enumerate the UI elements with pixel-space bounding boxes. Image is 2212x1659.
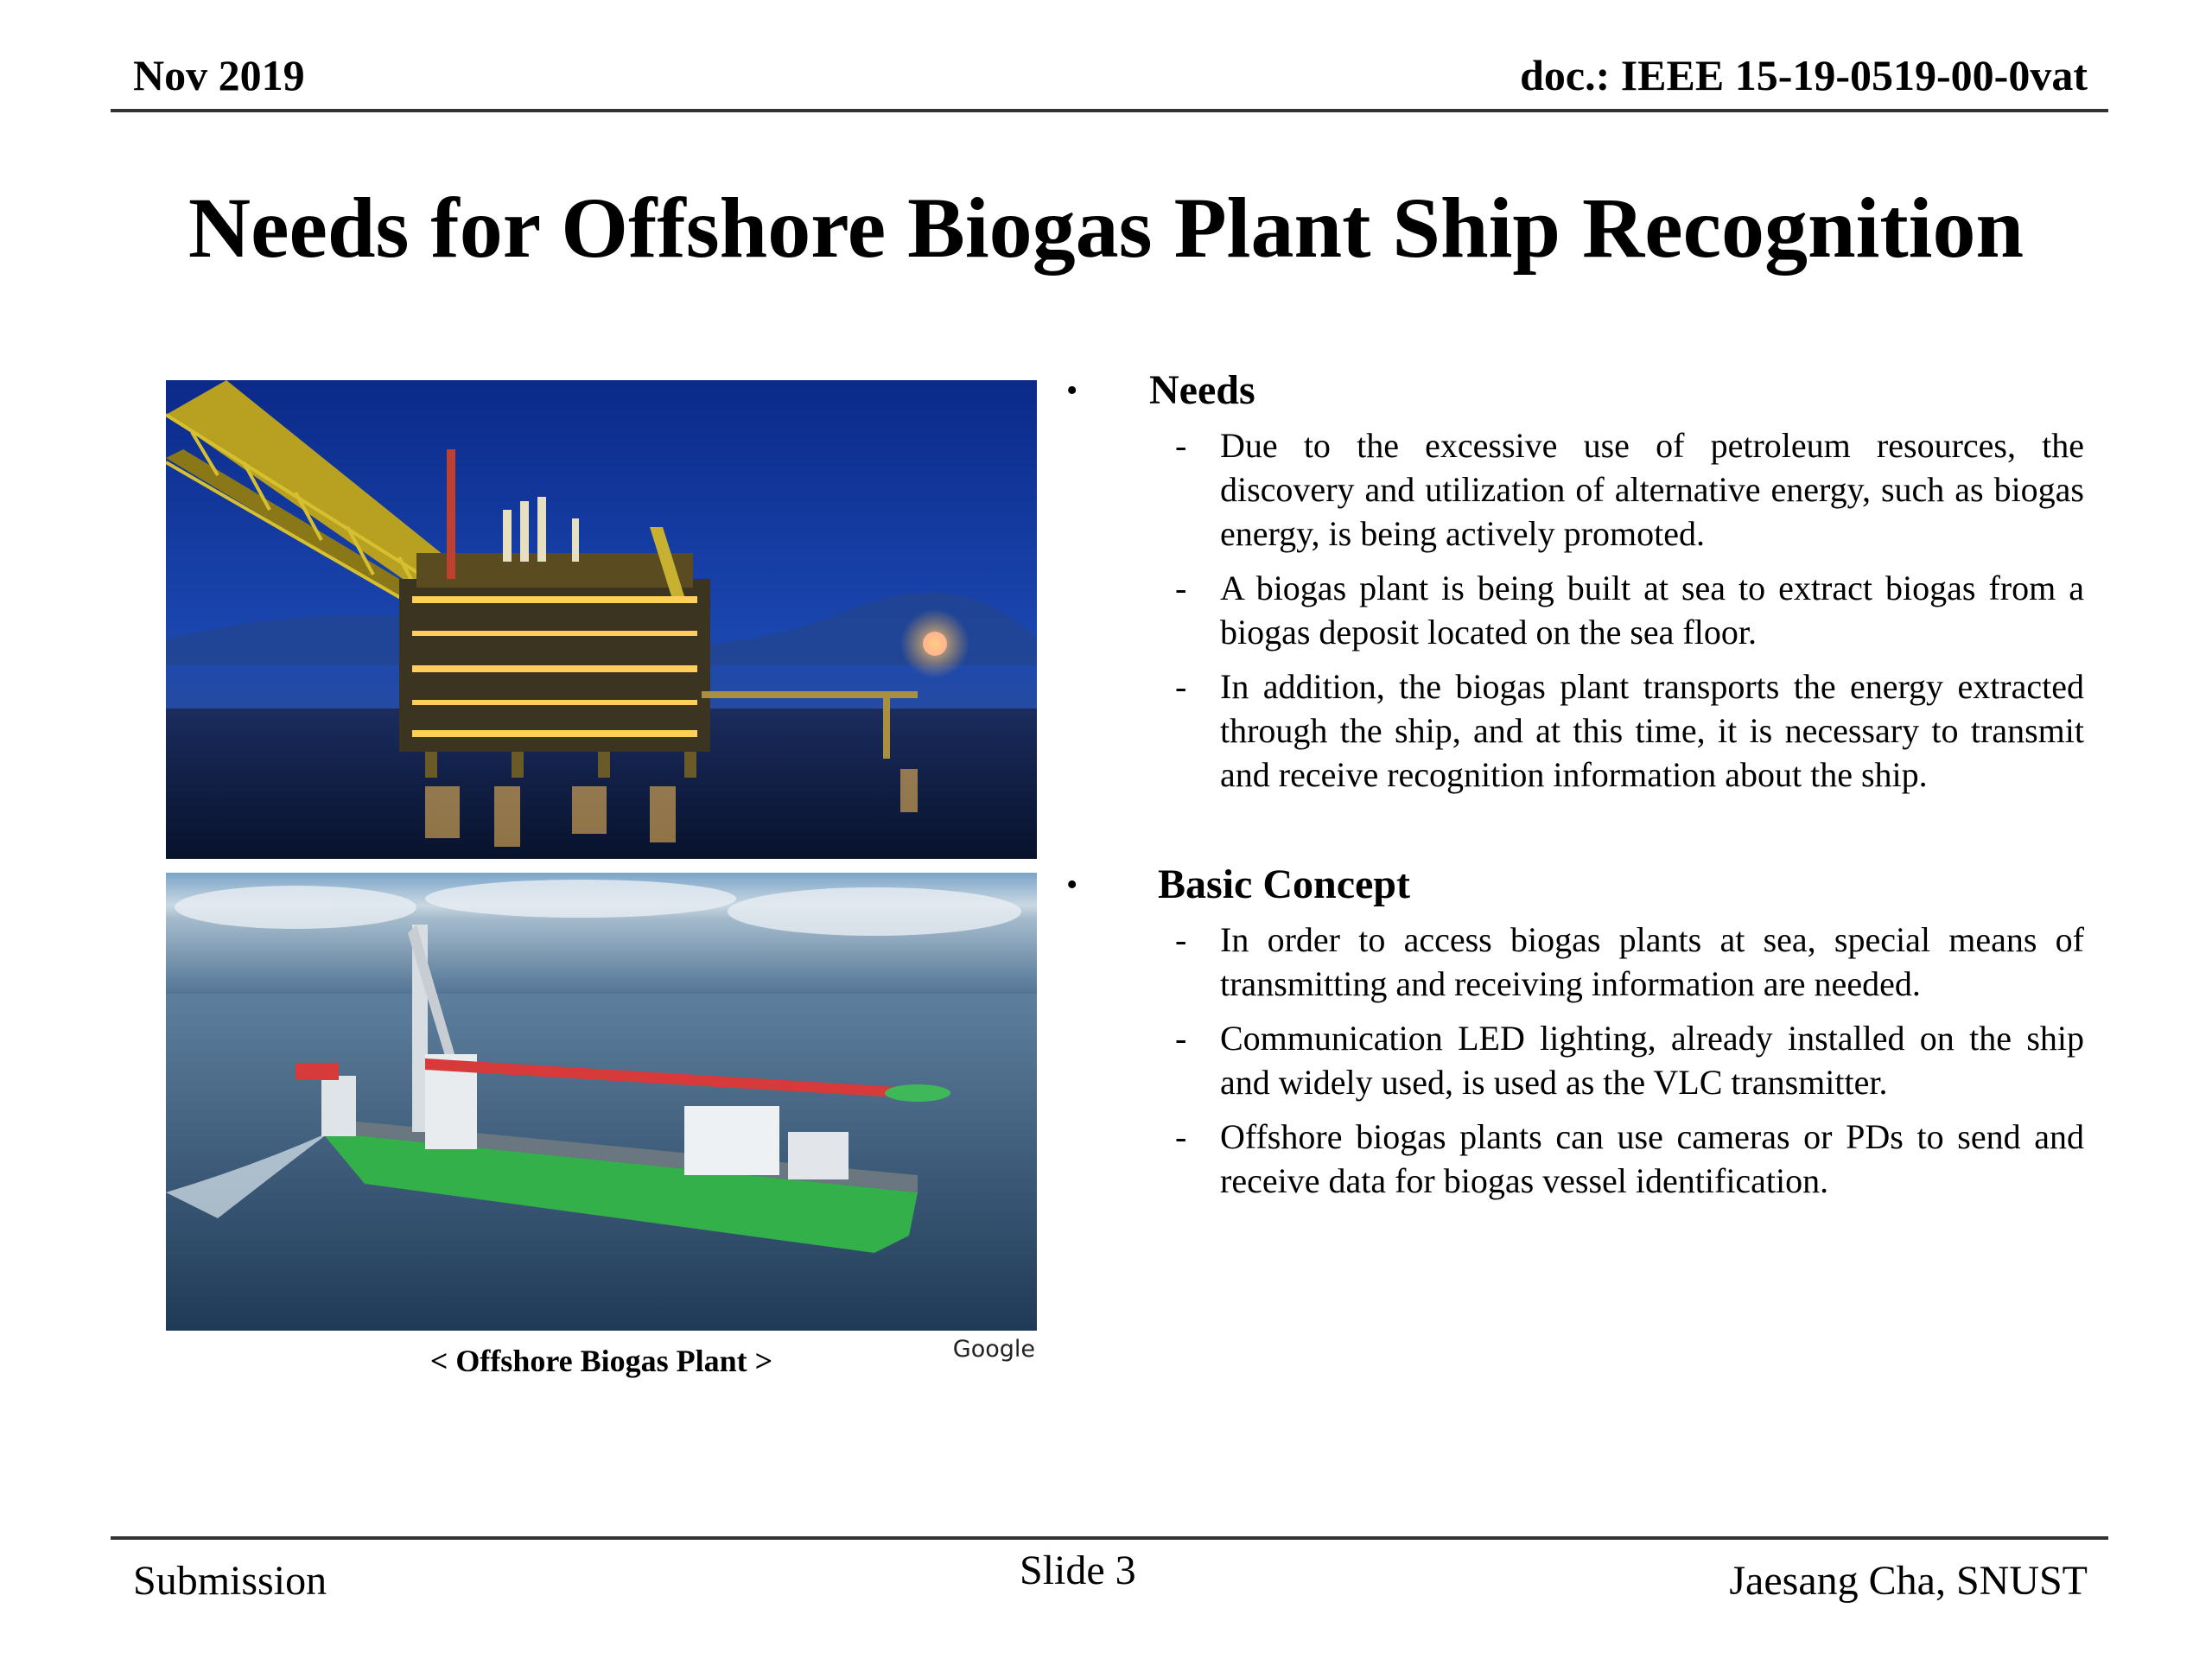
- footer-submission: Submission: [133, 1558, 327, 1604]
- concept-list: [1059, 918, 2088, 1203]
- bullet-marker: •: [1066, 372, 1078, 409]
- list-item: - A biogas plant is being built at sea to extract biogas from a biogas deposit located on the sea floor.: [1175, 569, 2084, 652]
- list-item: - Due to the excessive use of petroleum resources, the discovery and utilization of alternative energy, such as biogas energy, is being actively promoted.: [1175, 426, 2084, 553]
- list-item-text: In order to access biogas plants at sea, special means of transmitting and receiving information are needed.: [1220, 920, 2084, 1003]
- section-needs: [1059, 363, 2088, 797]
- list-item-text: A biogas plant is being built at sea to extract biogas from a biogas deposit located on the sea floor.: [1220, 569, 2084, 652]
- header-date: Nov 2019: [133, 51, 305, 99]
- list-item: - Communication LED lighting, already installed on the ship and widely used, is used as the VLC transmitter.: [1175, 1019, 2084, 1102]
- biogas-ship-image: [166, 873, 1037, 1331]
- content-column: [1059, 363, 2088, 1213]
- footer-rule: [111, 1536, 2108, 1540]
- list-item-text: In addition, the biogas plant transports the energy extracted through the ship, and at this time, it is necessary to transmit and receive recognition information about the ship.: [1220, 667, 2084, 794]
- list-item-text: Due to the excessive use of petroleum resources, the discovery and utilization of alternative energy, such as biogas energy, is being actively promoted.: [1220, 426, 2084, 553]
- section-heading: [1059, 857, 2088, 912]
- footer-author: Jaesang Cha, SNUST: [1729, 1558, 2088, 1604]
- slide-title: Needs for Offshore Biogas Plant Ship Recognition: [188, 180, 2024, 276]
- figure-caption: < Offshore Biogas Plant >: [429, 1344, 773, 1378]
- list-item: - In addition, the biogas plant transports the energy extracted through the ship, and at this time, it is necessary to transmit and receive recognition information about the ship.: [1175, 667, 2084, 794]
- footer-slide-number: Slide 3: [1020, 1548, 1136, 1593]
- list-item-text: Communication LED lighting, already installed on the ship and widely used, is used as the VLC transmitter.: [1220, 1019, 2084, 1102]
- section-heading: [1059, 363, 2088, 418]
- section-heading-text: Basic Concept: [1158, 861, 1410, 907]
- list-item: - In order to access biogas plants at sea, special means of transmitting and receiving information are needed.: [1175, 920, 2084, 1003]
- image-credit: Google: [952, 1336, 1035, 1363]
- bullet-marker: •: [1066, 867, 1078, 903]
- list-item-text: Offshore biogas plants can use cameras or PDs to send and receive data for biogas vessel identification.: [1220, 1117, 2084, 1200]
- offshore-platform-image: [166, 380, 1037, 859]
- section-heading-text: Needs: [1149, 367, 1255, 413]
- header-rule: [111, 109, 2108, 112]
- list-item: - Offshore biogas plants can use cameras or PDs to send and receive data for biogas vessel identification.: [1175, 1117, 2084, 1200]
- header-doc-id: doc.: IEEE 15-19-0519-00-0vat: [1520, 51, 2088, 99]
- needs-list: [1059, 423, 2088, 797]
- section-basic-concept: [1059, 857, 2088, 1203]
